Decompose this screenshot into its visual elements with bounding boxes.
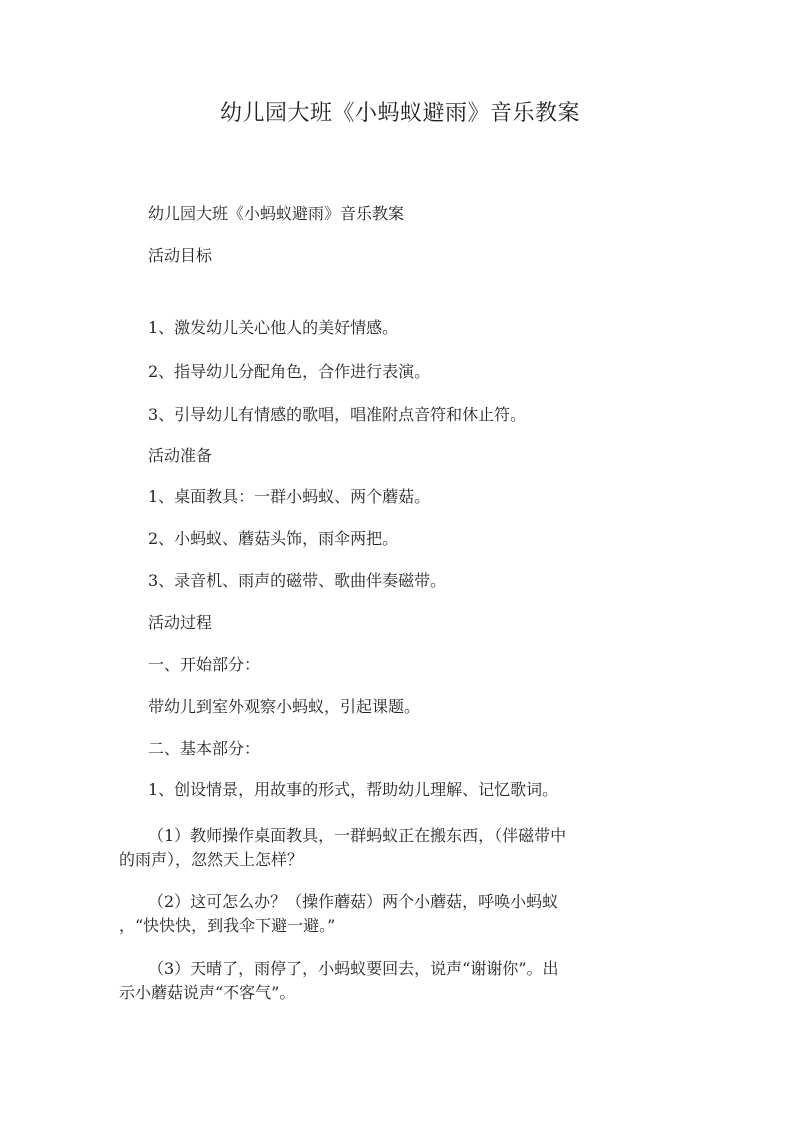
part1-heading: 一、开始部分： xyxy=(148,655,261,674)
goal-item-1: 1、激发幼儿关心他人的美好情感。 xyxy=(148,318,399,337)
document-title: 幼儿园大班《小蚂蚁避雨》音乐教案 xyxy=(219,101,580,126)
preparation-item-2: 2、小蚂蚁、蘑菇头饰，雨伞两把。 xyxy=(148,529,399,548)
process-heading: 活动过程 xyxy=(148,613,213,632)
goal-item-2: 2、指导幼儿分配角色，合作进行表演。 xyxy=(148,362,431,381)
step-paragraph-3 xyxy=(119,957,634,1005)
part2-item-1: 1、创设情景，用故事的形式，帮助幼儿理解、记忆歌词。 xyxy=(148,780,559,799)
preparation-item-1: 1、桌面教具：一群小蚂蚁、两个蘑菇。 xyxy=(148,487,431,506)
step-2-line-2: ，“快快快，到我伞下避一避。” xyxy=(119,916,336,935)
part2-heading: 二、基本部分： xyxy=(148,739,261,758)
step-1-line-2: 的雨声），忽然天上怎样？ xyxy=(119,850,304,869)
goals-heading: 活动目标 xyxy=(148,246,213,265)
part1-text: 带幼儿到室外观察小蚂蚁，引起课题。 xyxy=(148,697,421,716)
preparation-heading: 活动准备 xyxy=(148,446,213,465)
goal-item-3: 3、引导幼儿有情感的歌唱，唱准附点音符和休止符。 xyxy=(148,405,527,424)
step-2-line-1: （2）这可怎么办？（操作蘑菇）两个小蘑菇，呼唤小蚂蚁 xyxy=(148,892,559,911)
step-3-line-1: （3）天晴了，雨停了，小蚂蚁要回去，说声“谢谢你”。出 xyxy=(148,959,559,978)
step-3-line-2: 示小蘑菇说声“不客气”。 xyxy=(119,983,296,1002)
step-paragraph-2 xyxy=(119,890,634,938)
step-paragraph-1 xyxy=(119,824,634,872)
document-subtitle: 幼儿园大班《小蚂蚁避雨》音乐教案 xyxy=(148,204,405,223)
preparation-item-3: 3、录音机、雨声的磁带、歌曲伴奏磁带。 xyxy=(148,571,447,590)
step-1-line-1: （1）教师操作桌面教具，一群蚂蚁正在搬东西，（伴磁带中 xyxy=(148,826,567,845)
